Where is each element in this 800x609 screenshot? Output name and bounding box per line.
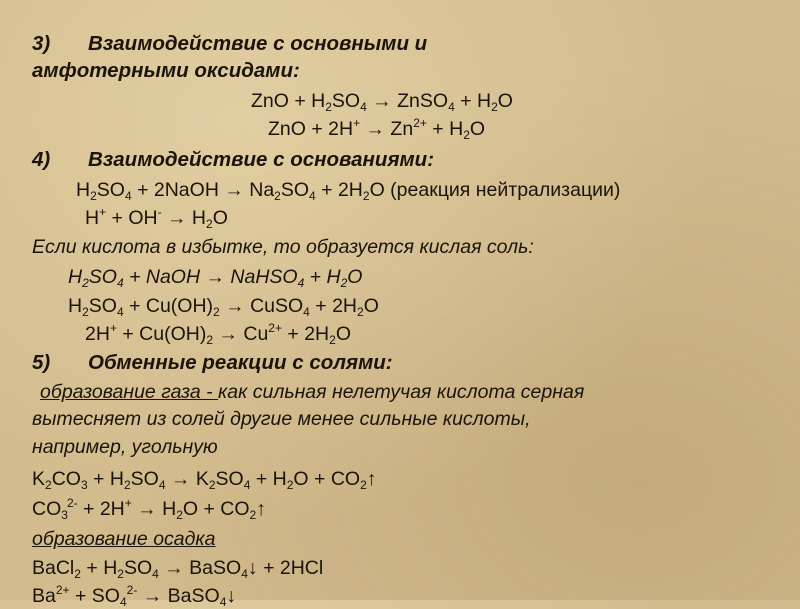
eq-sub: 4 bbox=[116, 305, 124, 319]
section-3-title-part1: Взаимодействие с основными и bbox=[88, 32, 428, 55]
eq-sub: 4 bbox=[303, 305, 310, 319]
eq-sup: + bbox=[109, 321, 117, 335]
eq-text: CO bbox=[32, 498, 62, 520]
eq-text: + Cu(OH) bbox=[116, 323, 207, 345]
eq-sub: 2 bbox=[74, 567, 81, 581]
eq-sub: 4 bbox=[241, 567, 248, 581]
eq-text: O + CO bbox=[293, 468, 361, 490]
up-arrow-icon: ↑ bbox=[366, 468, 377, 490]
eq-text: + SO bbox=[69, 585, 120, 607]
eq-sub: 2 bbox=[249, 508, 257, 522]
eq-text: O bbox=[469, 118, 486, 140]
eq-sup: 2+ bbox=[413, 116, 427, 130]
eq-sub: 4 bbox=[152, 567, 159, 581]
eq-sub: 4 bbox=[124, 189, 132, 203]
eq-sub: 4 bbox=[309, 189, 316, 203]
section-5-number: 5) bbox=[32, 351, 51, 374]
down-arrow-icon: ↓ bbox=[226, 585, 237, 607]
eq-sub: 2 bbox=[325, 100, 332, 114]
eq-sup: 2+ bbox=[55, 583, 70, 597]
gas-formation-line3 bbox=[32, 435, 218, 459]
eq-sub: 4 bbox=[119, 595, 127, 609]
eq-text: → H bbox=[131, 498, 177, 520]
eq-text: Ba bbox=[32, 585, 56, 607]
eq-text: + 2H bbox=[309, 295, 358, 317]
eq-sub: 2 bbox=[123, 478, 131, 492]
eq-text: → ZnSO bbox=[366, 90, 449, 112]
eq-text: O bbox=[212, 207, 228, 229]
eq-text: ↓ + 2HCl bbox=[247, 557, 324, 579]
eq-sub: 2 bbox=[329, 333, 336, 347]
eq-sub: 2 bbox=[340, 276, 348, 290]
equation-zno-ionic bbox=[268, 117, 485, 141]
eq-text: SO bbox=[130, 468, 159, 490]
eq-text: SO bbox=[331, 90, 361, 112]
eq-sup: 2+ bbox=[268, 321, 282, 335]
eq-text: → BaSO bbox=[137, 585, 220, 607]
eq-text: 2H bbox=[85, 323, 110, 345]
gas-formation-line1 bbox=[40, 380, 584, 404]
eq-sub: 2 bbox=[362, 189, 370, 203]
eq-text: → Cu bbox=[213, 323, 269, 345]
eq-sub: 4 bbox=[158, 478, 166, 492]
eq-sub: 2 bbox=[82, 305, 89, 319]
eq-text: + 2NaOH → Na bbox=[131, 179, 275, 201]
section-3-title-part2: амфотерными оксидами: bbox=[32, 59, 300, 82]
section-3-number: 3) bbox=[32, 32, 51, 55]
eq-text: O (реакция нейтрализации) bbox=[369, 179, 621, 201]
eq-sub: 2 bbox=[176, 508, 183, 522]
eq-sup: + bbox=[124, 496, 132, 510]
eq-text: H bbox=[68, 266, 83, 288]
eq-sub: 2 bbox=[463, 128, 470, 142]
eq-sup: - bbox=[157, 205, 162, 219]
eq-sup: + bbox=[353, 116, 361, 130]
eq-text: + 2H bbox=[77, 498, 125, 520]
eq-text: ZnO + 2H bbox=[268, 118, 354, 140]
up-arrow-icon: ↑ bbox=[256, 498, 266, 520]
eq-sub: 4 bbox=[116, 276, 124, 290]
eq-sub: 2 bbox=[117, 567, 124, 581]
equation-cuoh2 bbox=[68, 294, 379, 318]
eq-text: SO bbox=[88, 295, 117, 317]
eq-sub: 2 bbox=[213, 305, 220, 319]
gas-formation-line2 bbox=[32, 407, 531, 431]
section-5-title: Обменные реакции с солями: bbox=[88, 351, 393, 374]
eq-text: + H bbox=[80, 557, 118, 579]
eq-text: BaCl bbox=[32, 557, 75, 579]
eq-text: → Zn bbox=[360, 118, 414, 140]
eq-sub: 2 bbox=[360, 478, 367, 492]
section-3-heading-line2 bbox=[32, 59, 300, 83]
eq-text: + 2H bbox=[281, 323, 330, 345]
eq-text: SO bbox=[88, 266, 117, 288]
equation-cuoh2-ionic bbox=[85, 322, 351, 346]
section-4-number: 4) bbox=[32, 148, 51, 171]
eq-text: O bbox=[347, 266, 363, 288]
eq-sub: 4 bbox=[243, 478, 251, 492]
equation-k2co3 bbox=[32, 467, 377, 491]
eq-text: + H bbox=[250, 468, 287, 490]
eq-sup: 2- bbox=[126, 583, 138, 597]
eq-sub: 4 bbox=[360, 100, 367, 114]
section-4-title: Взаимодействие с основаниями: bbox=[88, 148, 435, 171]
eq-sub: 2 bbox=[274, 189, 281, 203]
eq-sub: 2 bbox=[357, 305, 364, 319]
eq-text: SO bbox=[96, 179, 125, 201]
eq-text: H bbox=[68, 295, 83, 317]
eq-sub: 2 bbox=[206, 333, 214, 347]
eq-text: → CuSO bbox=[219, 295, 304, 317]
eq-sub: 4 bbox=[219, 595, 227, 609]
eq-text: O bbox=[335, 323, 351, 345]
precipitate-formation-label bbox=[32, 527, 215, 551]
eq-sub: 4 bbox=[297, 276, 305, 290]
eq-text: + Cu(OH) bbox=[123, 295, 214, 317]
note-text: Если кислота в избытке, то образуется кислая соль: bbox=[32, 236, 534, 258]
eq-sub: 4 bbox=[448, 100, 455, 114]
eq-text: SO bbox=[123, 557, 153, 579]
eq-text: ZnO + H bbox=[251, 90, 326, 112]
eq-text: + NaOH → NaHSO bbox=[123, 266, 298, 288]
eq-sub: 2 bbox=[45, 478, 52, 492]
eq-text: CO bbox=[51, 468, 81, 490]
equation-h-oh bbox=[85, 206, 228, 230]
eq-sub: 2 bbox=[82, 276, 89, 290]
eq-text: O bbox=[497, 90, 513, 112]
eq-text: H bbox=[85, 207, 100, 229]
eq-text: H bbox=[76, 179, 91, 201]
eq-text: → K bbox=[165, 468, 209, 490]
eq-sub: 2 bbox=[206, 217, 213, 231]
section-4-heading bbox=[32, 148, 434, 172]
eq-text: + H bbox=[426, 118, 464, 140]
eq-text: SO bbox=[215, 468, 244, 490]
eq-sub: 3 bbox=[61, 508, 68, 522]
gas-formation-text: например, угольную bbox=[32, 436, 218, 458]
section-5-heading bbox=[32, 351, 393, 375]
eq-text: → H bbox=[161, 207, 207, 229]
equation-bacl2 bbox=[32, 556, 323, 580]
equation-neutralization bbox=[76, 178, 620, 202]
equation-nahso4 bbox=[68, 265, 362, 289]
eq-text: SO bbox=[280, 179, 310, 201]
eq-text: + 2H bbox=[315, 179, 363, 201]
gas-formation-text: как сильная нелетучая кислота серная bbox=[218, 381, 585, 403]
eq-text: → BaSO bbox=[158, 557, 242, 579]
eq-sub: 2 bbox=[90, 189, 97, 203]
eq-sub: 2 bbox=[208, 478, 216, 492]
eq-text: O + CO bbox=[182, 498, 250, 520]
gas-formation-text: вытесняет из солей другие менее сильные кислоты, bbox=[32, 408, 531, 430]
eq-sub: 3 bbox=[80, 478, 88, 492]
eq-text: + H bbox=[304, 266, 341, 288]
equation-co3-ionic bbox=[32, 497, 266, 521]
eq-text: + H bbox=[87, 468, 124, 490]
eq-text: + OH bbox=[106, 207, 158, 229]
eq-sup: + bbox=[99, 205, 107, 219]
precipitate-label-text: образование осадка bbox=[32, 528, 216, 550]
equation-zno-h2so4 bbox=[251, 89, 513, 113]
eq-sub: 2 bbox=[286, 478, 294, 492]
section-3-heading-line1 bbox=[32, 32, 427, 56]
acid-excess-note bbox=[32, 235, 534, 259]
gas-formation-label: образование газа - bbox=[40, 381, 219, 403]
eq-sub: 2 bbox=[491, 100, 498, 114]
equation-ba-ionic bbox=[32, 584, 236, 608]
eq-text: O bbox=[363, 295, 379, 317]
eq-sup: 2- bbox=[66, 496, 78, 510]
eq-text: K bbox=[32, 468, 46, 490]
eq-text: + H bbox=[454, 90, 492, 112]
